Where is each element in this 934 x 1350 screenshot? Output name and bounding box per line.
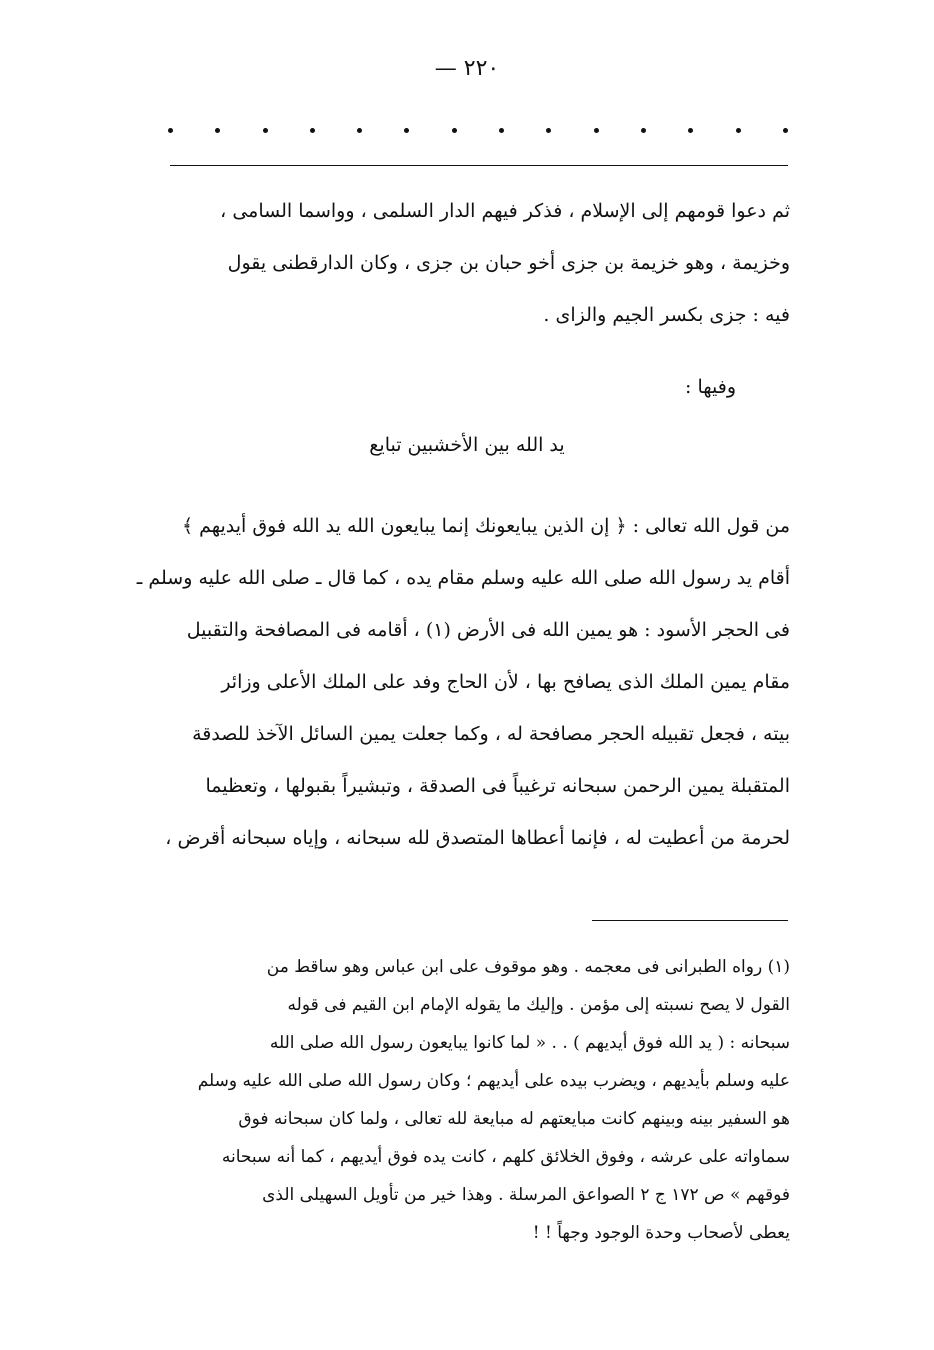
ornament-dot (168, 128, 173, 133)
footnote (130, 948, 790, 1252)
footnote-line: سماواته على عرشه ، وفوق الخلائق كلهم ، كانت يده فوق أيديهم ، كما أنه سبحانه (221, 1147, 790, 1167)
text-line: من قول الله تعالى : ﴿ إن الذين يبايعونك إنما يبايعون الله يد الله فوق أيديهم ﴾ (181, 515, 790, 537)
poetry-verse: يد الله بين الأخشبين تبايع (369, 434, 565, 456)
ornament-dot (452, 128, 457, 133)
footnote-line: فوقهم » ص ١٧٢ ج ٢ الصواعق المرسلة . وهذا خير من تأويل السهيلى الذى (262, 1185, 790, 1205)
page-number: ٢٢٠ — (434, 56, 500, 81)
body-paragraph (130, 500, 790, 864)
text-line: فى الحجر الأسود : هو يمين الله فى الأرض (١) ، أقامه فى المصافحة والتقبيل (186, 619, 790, 641)
text-line: المتقبلة يمين الرحمن سبحانه ترغيباً فى الصدقة ، وتبشيراً بقبولها ، وتعظيما (205, 775, 790, 797)
footnote-line: هو السفير بينه وبينهم كانت مبايعتهم له مبايعة لله تعالى ، ولما كان سبحانه فوق (238, 1109, 790, 1129)
ornament-dot (783, 128, 788, 133)
text-line: وخزيمة ، وهو خزيمة بن جزى أخو حبان بن جزى ، وكان الدارقطنى يقول (227, 252, 790, 274)
ornament-dot (404, 128, 409, 133)
text-line: فيه : جزى بكسر الجيم والزاى . (543, 304, 790, 326)
ornament-dot (594, 128, 599, 133)
ornament-dot (263, 128, 268, 133)
ornament-dot (310, 128, 315, 133)
ornament-dot (641, 128, 646, 133)
ornament-dot (736, 128, 741, 133)
footnote-line: سبحانه : ( يد الله فوق أيديهم ) . . « لما كانوا يبايعون رسول الله صلى الله (269, 1033, 790, 1053)
footnote-line: (١) رواه الطبرانى فى معجمه . وهو موقوف على ابن عباس وهو ساقط من (266, 957, 790, 977)
footnote-line: عليه وسلم بأيديهم ، ويضرب بيده على أيديهم ؛ وكان رسول الله صلى الله عليه وسلم (197, 1071, 790, 1091)
intro-paragraph (130, 185, 790, 341)
header-rule (170, 165, 788, 166)
text-line: أقام يد رسول الله صلى الله عليه وسلم مقام يده ، كما قال ـ صلى الله عليه وسلم ـ (136, 567, 790, 589)
footnote-rule (592, 920, 788, 921)
ornament-dot (357, 128, 362, 133)
text-line: بيته ، فجعل تقبيله الحجر مصافحة له ، وكما جعلت يمين السائل الآخذ للصدقة (192, 723, 790, 745)
text-line: مقام يمين الملك الذى يصافح بها ، لأن الحاج وفد على الملك الأعلى وزائر (221, 671, 790, 693)
text-line: ثم دعوا قومهم إلى الإسلام ، فذكر فيهم الدار السلمى ، وواسما السامى ، (220, 200, 790, 222)
ornament-dot (499, 128, 504, 133)
ornament-dots (168, 128, 788, 133)
ornament-dot (215, 128, 220, 133)
text-line: لحرمة من أعطيت له ، فإنما أعطاها المتصدق لله سبحانه ، وإياه سبحانه أقرض ، (165, 827, 790, 849)
ornament-dot (546, 128, 551, 133)
section-subheading: وفيها : (685, 376, 736, 398)
ornament-dot (688, 128, 693, 133)
footnote-line: يعطى لأصحاب وحدة الوجود وجهاً ! ! (532, 1223, 790, 1243)
footnote-line: القول لا يصح نسبته إلى مؤمن . وإليك ما يقوله الإمام ابن القيم فى قوله (287, 995, 790, 1015)
